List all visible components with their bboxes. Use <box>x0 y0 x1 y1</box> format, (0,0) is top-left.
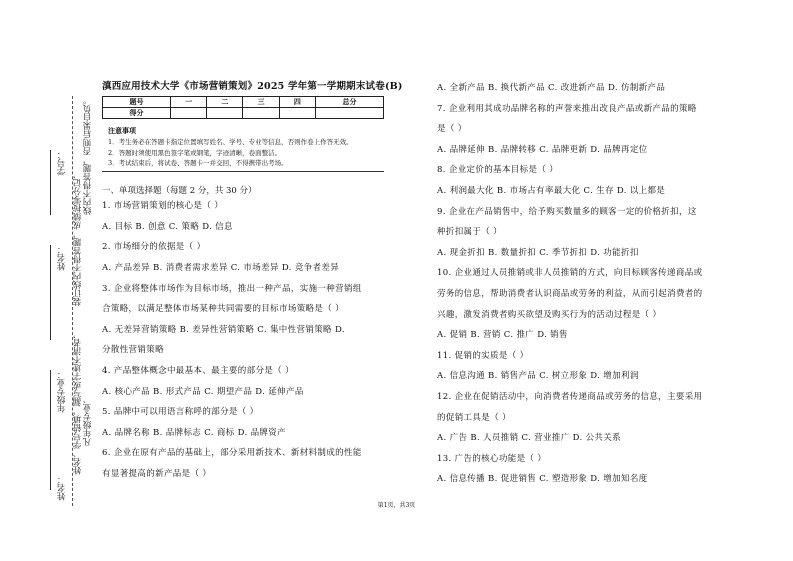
question-line: 2. 市场细分的依据是（ ） <box>102 242 206 253</box>
left-column <box>102 78 408 485</box>
option-line: A. 品牌延伸 B. 品牌转移 C. 品牌更新 D. 品牌再定位 <box>437 144 648 155</box>
student-id-blank <box>50 150 51 215</box>
score-table <box>102 96 384 119</box>
option-line: A. 现金折扣 B. 数量折扣 C. 季节折扣 D. 功能折扣 <box>437 247 639 258</box>
score-cell[interactable] <box>170 108 206 119</box>
exam-title: 滇西应用技术大学《市场营销策划》2025 学年第一学期期末试卷(B) <box>102 81 403 92</box>
option-line: A. 促销 B. 营销 C. 推广 D. 销售 <box>437 330 568 341</box>
option-line: A. 全新产品 B. 换代新产品 C. 改进新产品 D. 仿制新产品 <box>437 83 666 93</box>
question-line: 13. 广告的核心功能是（ ） <box>437 453 547 464</box>
question-line: 劳务的信息，帮助消费者认识商品或劳务的利益，从而引起消费者的 <box>437 288 703 299</box>
question-line: 12. 企业在促销活动中，向消费者传递商品或劳务的信息，主要采用 <box>437 391 703 402</box>
question-line: 9. 企业在产品销售中，给予购买数量多的顾客一定的价格折扣，这 <box>437 206 697 217</box>
sign-name-label: 姓名： <box>57 475 67 501</box>
score-header-cell: 总分 <box>315 97 383 108</box>
option-line: A. 目标 B. 创意 C. 策略 D. 信息 <box>102 221 233 232</box>
question-line: 3. 企业将整体市场作为目标市场，推出一种产品，实施一种营销组 <box>102 283 362 294</box>
question-line: 8. 企业定价的基本目标是（ ） <box>437 165 559 176</box>
option-line: A. 品牌名称 B. 品牌标志 C. 商标 D. 品牌资产 <box>102 427 286 438</box>
note-item: 1．考生务必在答题卡指定位置填写姓名、学号、专业等信息，否则作卷上作答无效。 <box>108 138 353 147</box>
line-note-3: 姓名、学号错填，漏写或字迹不清者， <box>73 330 83 475</box>
name-blank <box>50 245 51 340</box>
option-line: A. 信息沟通 B. 销售产品 C. 树立形象 D. 增加利润 <box>437 371 639 382</box>
question-line: 合策略，以满足整体市场某种共同需要的目标市场策略是（ ） <box>102 304 345 315</box>
binding-dashed-line <box>72 96 73 506</box>
question-line: 是（ ） <box>437 124 467 135</box>
page-footer: 第1页，共3页 <box>377 502 416 509</box>
score-table-score-row <box>103 108 384 119</box>
name-label: 姓名： <box>57 245 67 271</box>
question-line: 5. 品牌中可以用语言称呼的部分是（ ） <box>102 407 259 418</box>
section-heading: 一、单项选择题（每题 2 分，共 30 分） <box>102 186 257 197</box>
student-id-label: 学号： <box>57 150 67 176</box>
option-line: A. 信息传播 B. 促进销售 C. 塑造形象 D. 增加知名度 <box>437 474 648 485</box>
class-label: 年级专业： <box>57 370 67 413</box>
option-line: A. 核心产品 B. 形式产品 C. 期望产品 D. 延伸产品 <box>102 386 304 397</box>
score-table-header-row <box>103 97 384 108</box>
question-line: 1. 市场营销策划的核心是（ ） <box>102 201 224 212</box>
question-line: 6. 企业在原有产品的基础上，部分采用新技术、新材料制成的性能 <box>102 448 362 459</box>
option-line: A. 产品差异 B. 消费者需求差异 C. 市场差异 D. 竞争者差异 <box>102 262 340 273</box>
score-header-cell: 二 <box>207 97 243 108</box>
option-line: A. 利润最大化 B. 市场占有率最大化 C. 生存 D. 以上都是 <box>437 185 666 196</box>
question-line: 4. 产品整体概念中最基本、最主要的部分是（ ） <box>102 365 294 376</box>
right-column <box>437 78 737 490</box>
line-note-4: 凡年级专业、 <box>83 395 93 446</box>
score-header-cell: 一 <box>170 97 206 108</box>
score-header-cell: 四 <box>279 97 315 108</box>
question-line: 7. 企业利用其成功品牌名称的声誉来推出改良产品或新产品的策略 <box>437 103 697 114</box>
line-note-1: 线内不得答题，否则后果自负。 <box>83 96 93 215</box>
score-header-cell: 题号 <box>103 97 171 108</box>
option-line: A. 无差异营销策略 B. 差异性营销策略 C. 集中性营销策略 D. <box>102 324 345 335</box>
score-cell[interactable] <box>279 108 315 119</box>
left-question-list <box>102 196 408 484</box>
option-line: A. 广告 B. 人员推销 C. 营业推广 D. 公共关系 <box>437 433 621 444</box>
question-line: 有显著提高的新产品是（ ） <box>102 468 212 479</box>
line-note-2: 装订线内不得答题，成绩按零分记， <box>73 170 83 306</box>
question-line: 10. 企业通过人员推销或非人员推销的方式，向目标顾客传递商品或 <box>437 268 703 279</box>
score-cell[interactable] <box>207 108 243 119</box>
question-line: 兴趣，激发消费者购买欲望及购买行为的活动过程是（ ） <box>437 309 662 320</box>
score-row-label: 得分 <box>103 108 171 119</box>
score-header-cell: 三 <box>243 97 279 108</box>
question-line: 的促销工具是（ ） <box>437 412 511 423</box>
score-cell[interactable] <box>243 108 279 119</box>
binding-margin <box>0 0 100 561</box>
notes-divider <box>102 171 384 172</box>
option-line: 分散性营销策略 <box>102 345 164 356</box>
question-line: 种折扣属于（ ） <box>437 227 503 238</box>
note-item: 3．考试结束后，将试卷、答题卡一并交回，不得携带出考场。 <box>108 158 288 167</box>
question-line: 11. 促销的实质是（ ） <box>437 350 529 361</box>
class-blank <box>50 370 51 490</box>
score-cell[interactable] <box>315 108 383 119</box>
note-item: 2．答题时须使用黑色签字笔或钢笔，字迹清晰，卷面整洁。 <box>108 148 282 157</box>
notes-box <box>102 126 384 168</box>
notes-title: 注意事项 <box>108 126 136 135</box>
